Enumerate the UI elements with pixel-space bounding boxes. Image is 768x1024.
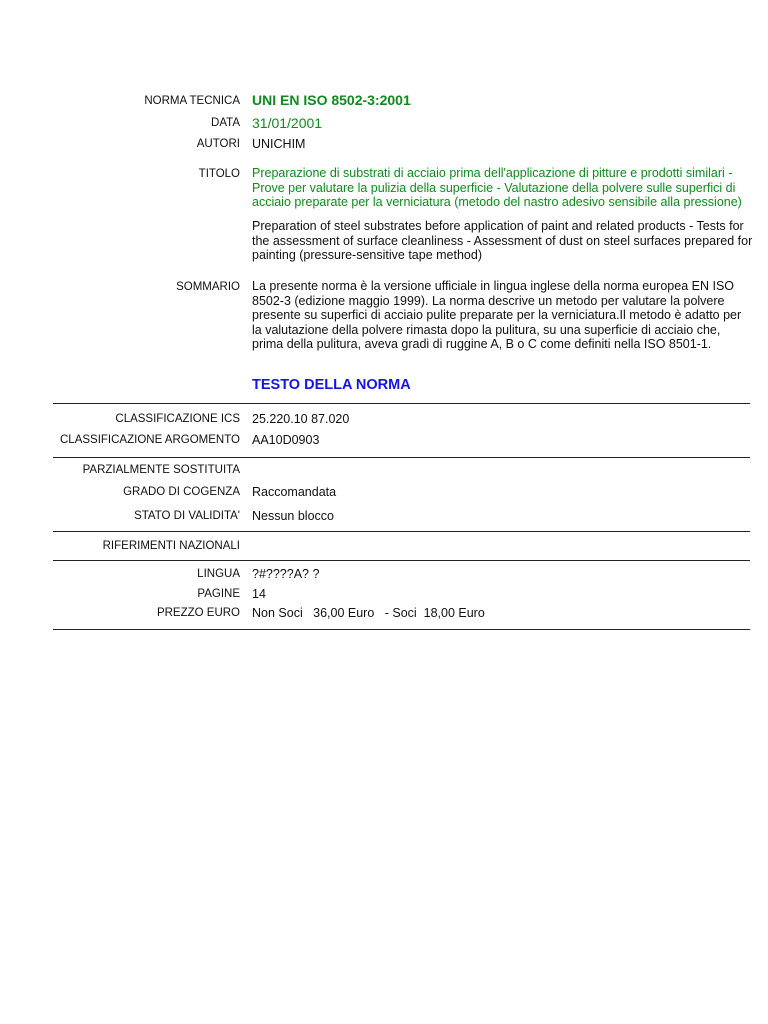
pagine-label: PAGINE <box>197 588 240 600</box>
grado-di-cogenza-label: GRADO DI COGENZA <box>123 486 240 498</box>
titolo-english: Preparation of steel substrates before application of paint and related products - Tests for the assessment of surface cleanliness - Assessment of dust on steel surfaces prepared for painting (pressure-sensitive tape method) <box>252 219 753 262</box>
divider <box>53 560 750 561</box>
autori-label: AUTORI <box>196 138 240 150</box>
stato-di-validita-value: Nessun blocco <box>252 509 334 523</box>
classificazione-argomento-label: CLASSIFICAZIONE ARGOMENTO <box>60 434 240 446</box>
divider <box>53 629 750 630</box>
pagine-value: 14 <box>252 587 266 601</box>
lingua-value: ?#????A? ? <box>252 567 320 581</box>
sommario-label: SOMMARIO <box>176 281 240 293</box>
parzialmente-sostituita-label: PARZIALMENTE SOSTITUITA <box>82 464 240 476</box>
riferimenti-nazionali-label: RIFERIMENTI NAZIONALI <box>102 540 240 552</box>
norma-code: UNI EN ISO 8502-3:2001 <box>252 92 411 108</box>
autori-value: UNICHIM <box>252 137 306 151</box>
prezzo-euro-label: PREZZO EURO <box>156 607 240 619</box>
testo-della-norma-link[interactable]: TESTO DELLA NORMA <box>252 377 411 393</box>
data-label: DATA <box>211 117 240 129</box>
prezzo-euro-value: Non Soci 36,00 Euro - Soci 18,00 Euro <box>252 606 485 620</box>
stato-di-validita-label: STATO DI VALIDITA' <box>134 510 240 522</box>
lingua-label: LINGUA <box>197 568 240 580</box>
divider <box>53 531 750 532</box>
data-value: 31/01/2001 <box>252 115 323 131</box>
titolo-italian: Preparazione di substrati di acciaio prima dell'applicazione di pitture e prodotti similari - Prove per valutare la pulizia della superficie - Valutazione della polvere sulle superfici di acciaio preparate per la verniciatura (metodo del nastro adesivo sensibile alla pressione) <box>252 166 742 209</box>
norma-tecnica-label: NORMA TECNICA <box>144 95 240 107</box>
titolo-label: TITOLO <box>198 168 240 180</box>
divider <box>53 403 750 404</box>
classificazione-argomento-value: AA10D0903 <box>252 433 320 447</box>
divider <box>53 457 750 458</box>
sommario-text: La presente norma è la versione ufficiale in lingua inglese della norma europea EN ISO 8502-3 (edizione maggio 1999). La norma descrive un metodo per valutare la polvere presente su superfici di acciaio pulite preparate per la verniciatura.Il metodo è adatto per la valutazione della polvere rimasta dopo la pulitura, su una superficie di acciaio che, prima della pulitura, aveva gradi di ruggine A, B o C come definiti nella ISO 8501-1. <box>252 279 742 351</box>
classificazione-ics-label: CLASSIFICAZIONE ICS <box>115 413 240 425</box>
classificazione-ics-value: 25.220.10 87.020 <box>252 412 350 426</box>
grado-di-cogenza-value: Raccomandata <box>252 485 337 499</box>
